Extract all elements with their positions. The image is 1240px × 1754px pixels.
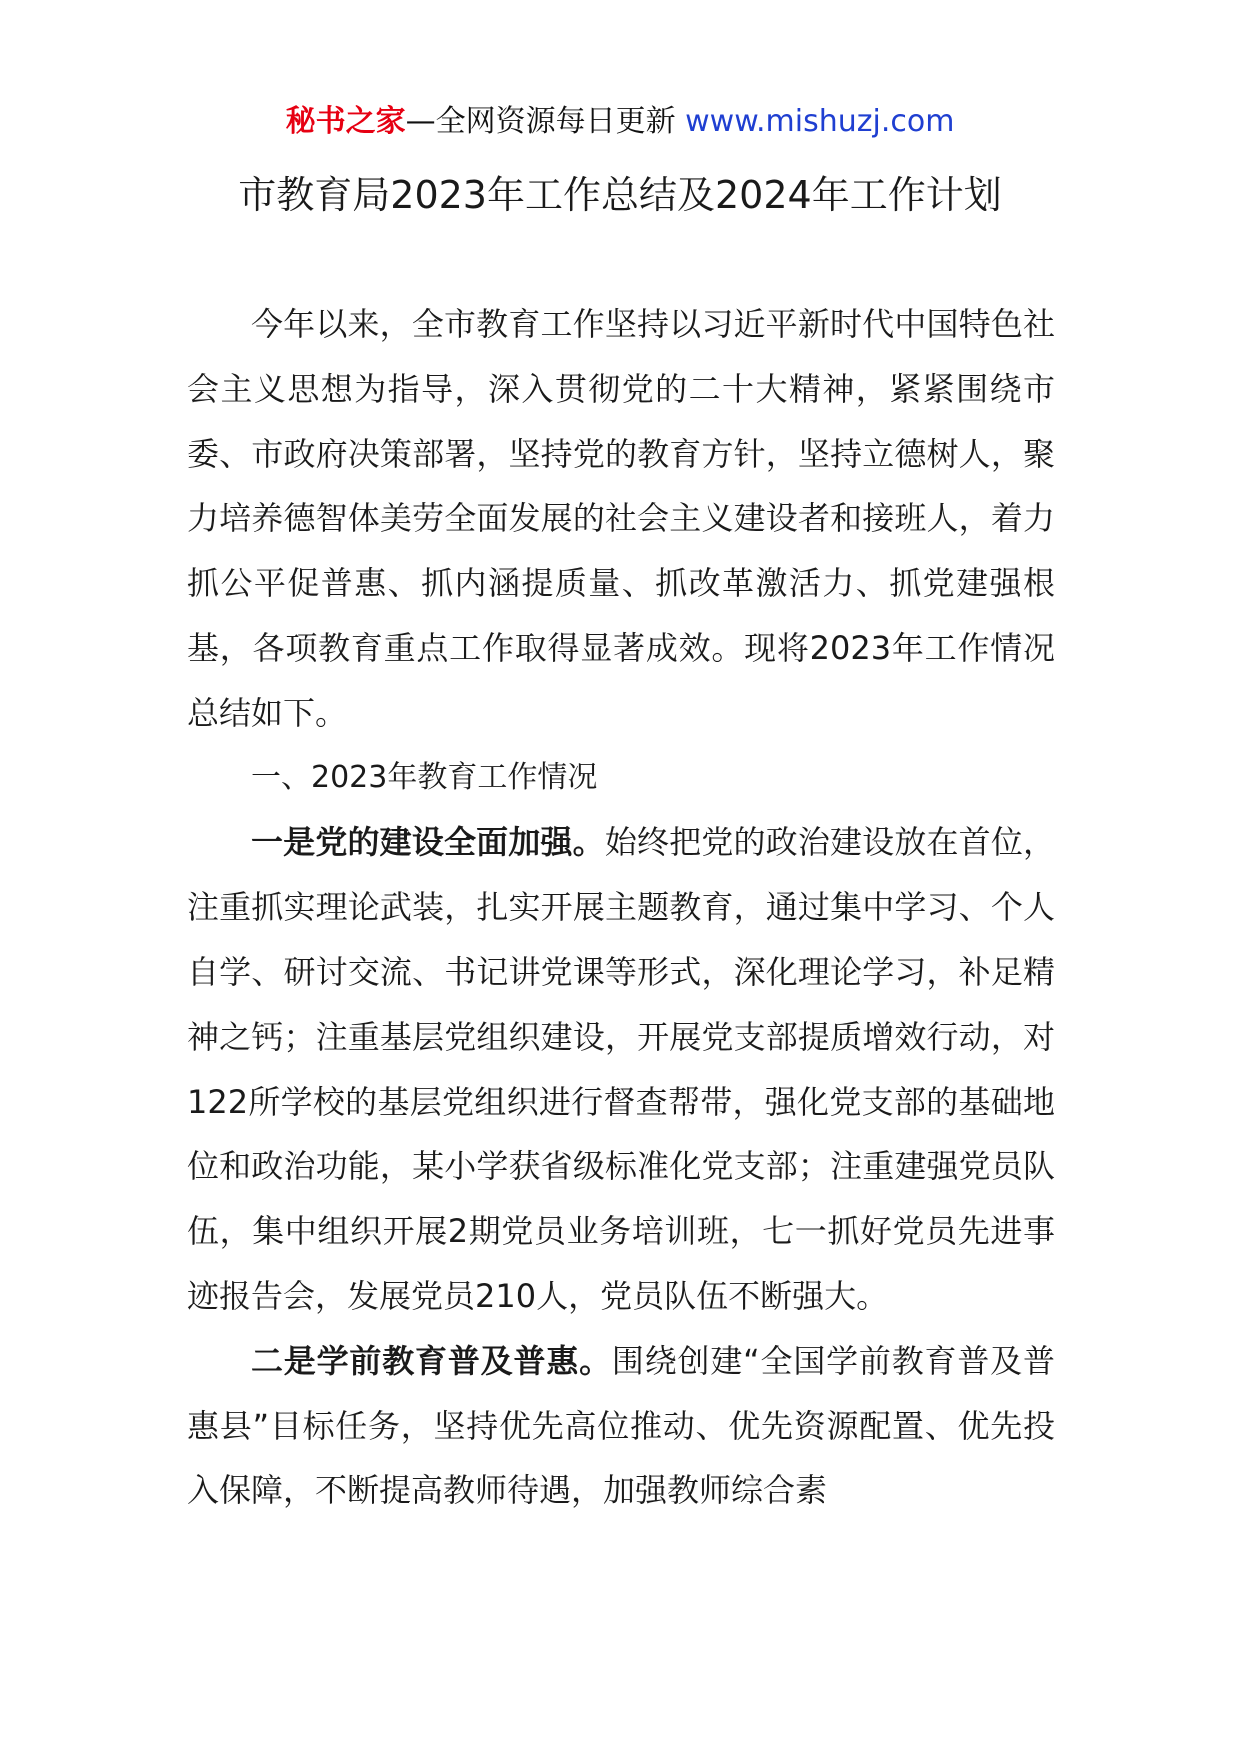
site-url-link[interactable]: www.mishuzj.com bbox=[685, 104, 955, 139]
section-heading: 一、2023年教育工作情况 bbox=[251, 759, 598, 795]
brand-name: 秘书之家 bbox=[285, 104, 406, 139]
item-2-text: 围绕创建“全国学前教育普及普惠县”目标任务，坚持优先高位推动、优先资源配置、优先投入保障，不断提高教师待遇，加强教师综合素 bbox=[187, 1341, 1055, 1510]
item-1-text: 始终把党的政治建设放在首位，注重抓实理论武装，扎实开展主题教育，通过集中学习、个人自学、研讨交流、书记讲党课等形式，深化理论学习，补足精神之钙；注重基层党组织建设，开展党支部提质增效行动，对122所学校的基层党组织进行督查帮带，强化党支部的基础地位和政治功能，某小学获省级标准化党支部；注重建强党员队伍，集中组织开展2期党员业务培训班，七一抓好党员先进事迹报告会，发展党员210人，党员队伍不断强大。 bbox=[187, 823, 1055, 1315]
document-title: 市教育局2023年工作总结及2024年工作计划 bbox=[238, 173, 1002, 217]
item-1-paragraph bbox=[187, 810, 1055, 1328]
site-header bbox=[0, 100, 1240, 144]
item-2-lead: 二是学前教育普及普惠。 bbox=[251, 1341, 612, 1380]
document-body bbox=[187, 292, 1055, 1523]
intro-paragraph: 今年以来，全市教育工作坚持以习近平新时代中国特色社会主义思想为指导，深入贯彻党的二十大精神，紧紧围绕市委、市政府决策部署，坚持党的教育方针，坚持立德树人，聚力培养德智体美劳全面发展的社会主义建设者和接班人，着力抓公平促普惠、抓内涵提质量、抓改革激活力、抓党建强根基，各项教育重点工作取得显著成效。现将2023年工作情况总结如下。 bbox=[187, 305, 1055, 732]
item-2-paragraph bbox=[187, 1329, 1055, 1523]
item-1-lead: 一是党的建设全面加强。 bbox=[251, 823, 605, 862]
header-slogan: —全网资源每日更新 bbox=[405, 104, 686, 139]
